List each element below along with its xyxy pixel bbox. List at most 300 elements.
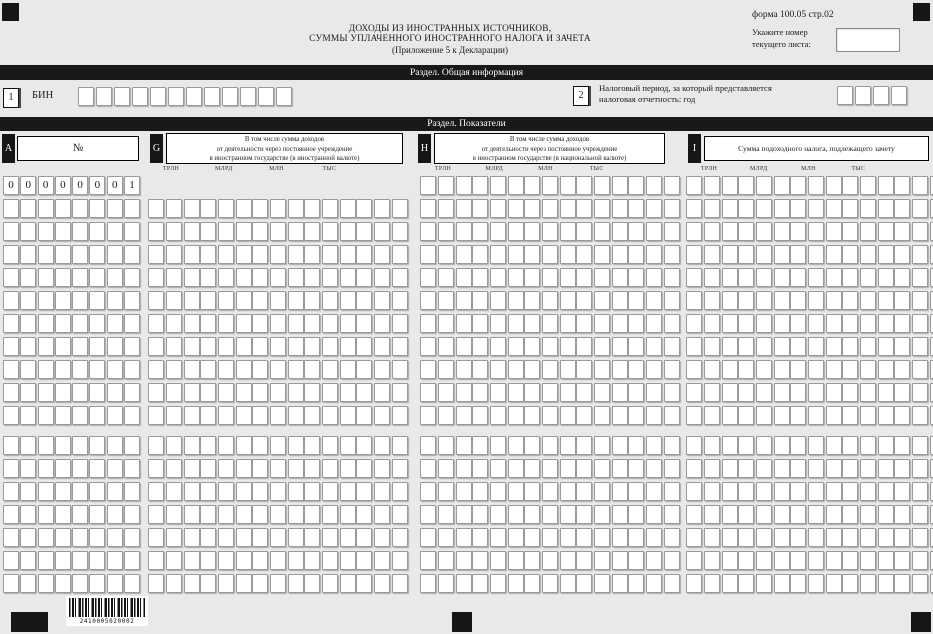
digit-cell[interactable] — [420, 176, 436, 195]
digit-cell[interactable] — [508, 406, 524, 425]
digit-cell[interactable] — [524, 505, 540, 524]
digit-cell[interactable] — [89, 505, 105, 524]
digit-cell[interactable] — [38, 505, 54, 524]
digit-cell[interactable] — [55, 291, 71, 310]
digit-cell[interactable] — [472, 337, 488, 356]
digit-cell[interactable] — [124, 528, 140, 547]
digit-cell[interactable] — [790, 360, 806, 379]
digit-cell[interactable] — [704, 268, 720, 287]
digit-cell[interactable] — [774, 574, 790, 593]
digit-cell[interactable] — [166, 245, 182, 264]
digit-cell[interactable] — [20, 482, 36, 501]
digit-cell[interactable] — [808, 176, 824, 195]
digit-cell[interactable] — [686, 383, 702, 402]
digit-cell[interactable] — [270, 551, 286, 570]
digit-cell[interactable] — [790, 551, 806, 570]
digit-cell[interactable] — [722, 383, 738, 402]
digit-cell[interactable] — [490, 245, 506, 264]
digit-cell[interactable] — [288, 199, 304, 218]
digit-cell[interactable] — [756, 551, 772, 570]
digit-cell[interactable] — [236, 268, 252, 287]
digit-cell[interactable] — [3, 291, 19, 310]
digit-cell[interactable] — [756, 222, 772, 241]
digit-cell[interactable]: 0 — [72, 176, 88, 195]
digit-cell[interactable] — [808, 574, 824, 593]
digit-cell[interactable] — [392, 459, 408, 478]
digit-cell[interactable] — [236, 406, 252, 425]
digit-cell[interactable] — [200, 360, 216, 379]
digit-cell[interactable] — [304, 574, 320, 593]
digit-cell[interactable] — [594, 551, 610, 570]
digit-cell[interactable] — [148, 337, 164, 356]
digit-cell[interactable] — [200, 291, 216, 310]
digit-cell[interactable] — [912, 291, 928, 310]
digit-cell[interactable] — [722, 436, 738, 455]
digit-cell[interactable] — [560, 528, 576, 547]
digit-cell[interactable] — [72, 482, 88, 501]
digit-cell[interactable] — [738, 199, 754, 218]
digit-cell[interactable] — [860, 574, 876, 593]
digit-cell[interactable] — [270, 291, 286, 310]
digit-cell[interactable] — [722, 268, 738, 287]
digit-cell[interactable] — [420, 291, 436, 310]
digit-cell[interactable] — [722, 574, 738, 593]
digit-cell[interactable] — [894, 314, 910, 333]
digit-cell[interactable] — [55, 337, 71, 356]
digit-cell[interactable] — [252, 199, 268, 218]
digit-cell[interactable] — [168, 87, 184, 106]
digit-cell[interactable] — [124, 222, 140, 241]
digit-cell[interactable] — [560, 199, 576, 218]
digit-cell[interactable] — [438, 505, 454, 524]
digit-cell[interactable] — [38, 245, 54, 264]
digit-cell[interactable] — [288, 505, 304, 524]
digit-cell[interactable] — [124, 505, 140, 524]
digit-cell[interactable] — [472, 222, 488, 241]
digit-cell[interactable] — [524, 528, 540, 547]
digit-cell[interactable] — [3, 551, 19, 570]
digit-cell[interactable] — [89, 482, 105, 501]
digit-cell[interactable] — [322, 360, 338, 379]
digit-cell[interactable] — [200, 337, 216, 356]
digit-cell[interactable] — [322, 505, 338, 524]
digit-cell[interactable] — [200, 482, 216, 501]
digit-cell[interactable] — [826, 314, 842, 333]
digit-cell[interactable] — [508, 291, 524, 310]
digit-cell[interactable] — [124, 436, 140, 455]
digit-cell[interactable] — [3, 505, 19, 524]
digit-cell[interactable] — [252, 482, 268, 501]
digit-cell[interactable] — [420, 482, 436, 501]
digit-cell[interactable] — [340, 528, 356, 547]
digit-cell[interactable] — [612, 436, 628, 455]
digit-cell[interactable] — [860, 337, 876, 356]
digit-cell[interactable] — [392, 314, 408, 333]
digit-cell[interactable] — [842, 314, 858, 333]
digit-cell[interactable] — [560, 268, 576, 287]
digit-cell[interactable] — [148, 245, 164, 264]
digit-cell[interactable] — [124, 482, 140, 501]
digit-cell[interactable] — [20, 268, 36, 287]
digit-cell[interactable] — [664, 360, 680, 379]
digit-cell[interactable] — [508, 337, 524, 356]
digit-cell[interactable] — [288, 482, 304, 501]
digit-cell[interactable] — [89, 337, 105, 356]
digit-cell[interactable] — [860, 459, 876, 478]
digit-cell[interactable] — [774, 337, 790, 356]
digit-cell[interactable] — [200, 314, 216, 333]
digit-cell[interactable] — [456, 406, 472, 425]
digit-cell[interactable] — [594, 176, 610, 195]
digit-cell[interactable] — [38, 459, 54, 478]
digit-cell[interactable] — [270, 268, 286, 287]
digit-cell[interactable] — [472, 199, 488, 218]
digit-cell[interactable] — [826, 482, 842, 501]
digit-cell[interactable] — [912, 574, 928, 593]
digit-cell[interactable] — [756, 245, 772, 264]
digit-cell[interactable] — [704, 337, 720, 356]
digit-cell[interactable] — [894, 176, 910, 195]
digit-cell[interactable] — [276, 87, 292, 106]
digit-cell[interactable] — [808, 360, 824, 379]
digit-cell[interactable] — [612, 482, 628, 501]
digit-cell[interactable] — [392, 383, 408, 402]
digit-cell[interactable] — [664, 268, 680, 287]
digit-cell[interactable] — [860, 176, 876, 195]
digit-cell[interactable] — [322, 436, 338, 455]
digit-cell[interactable] — [20, 528, 36, 547]
digit-cell[interactable] — [912, 482, 928, 501]
digit-cell[interactable] — [894, 482, 910, 501]
digit-cell[interactable] — [107, 406, 123, 425]
digit-cell[interactable] — [612, 245, 628, 264]
digit-cell[interactable] — [738, 436, 754, 455]
digit-cell[interactable] — [222, 87, 238, 106]
digit-cell[interactable] — [356, 551, 372, 570]
digit-cell[interactable] — [236, 314, 252, 333]
digit-cell[interactable] — [38, 222, 54, 241]
digit-cell[interactable] — [722, 199, 738, 218]
digit-cell[interactable] — [392, 528, 408, 547]
digit-cell[interactable] — [756, 314, 772, 333]
digit-cell[interactable] — [3, 268, 19, 287]
digit-cell[interactable] — [842, 176, 858, 195]
digit-cell[interactable] — [252, 314, 268, 333]
digit-cell[interactable] — [200, 551, 216, 570]
digit-cell[interactable] — [252, 459, 268, 478]
digit-cell[interactable] — [200, 574, 216, 593]
digit-cell[interactable] — [542, 436, 558, 455]
digit-cell[interactable] — [594, 383, 610, 402]
digit-cell[interactable] — [664, 314, 680, 333]
digit-cell[interactable] — [878, 406, 894, 425]
digit-cell[interactable] — [524, 314, 540, 333]
digit-cell[interactable] — [252, 436, 268, 455]
digit-cell[interactable] — [842, 505, 858, 524]
digit-cell[interactable] — [704, 574, 720, 593]
digit-cell[interactable] — [594, 528, 610, 547]
digit-cell[interactable] — [322, 383, 338, 402]
digit-cell[interactable] — [236, 291, 252, 310]
digit-cell[interactable] — [490, 482, 506, 501]
digit-cell[interactable] — [664, 383, 680, 402]
digit-cell[interactable] — [456, 551, 472, 570]
digit-cell[interactable] — [252, 505, 268, 524]
digit-cell[interactable] — [438, 268, 454, 287]
digit-cell[interactable] — [124, 406, 140, 425]
digit-cell[interactable] — [490, 268, 506, 287]
digit-cell[interactable] — [38, 291, 54, 310]
digit-cell[interactable] — [270, 574, 286, 593]
digit-cell[interactable] — [576, 360, 592, 379]
digit-cell[interactable] — [894, 459, 910, 478]
digit-cell[interactable] — [38, 360, 54, 379]
digit-cell[interactable] — [560, 222, 576, 241]
digit-cell[interactable] — [322, 482, 338, 501]
digit-cell[interactable] — [524, 199, 540, 218]
digit-cell[interactable] — [612, 337, 628, 356]
digit-cell[interactable] — [304, 337, 320, 356]
digit-cell[interactable] — [322, 459, 338, 478]
digit-cell[interactable] — [89, 245, 105, 264]
digit-cell[interactable] — [508, 383, 524, 402]
digit-cell[interactable] — [664, 176, 680, 195]
digit-cell[interactable] — [322, 291, 338, 310]
digit-cell[interactable] — [646, 459, 662, 478]
digit-cell[interactable] — [184, 528, 200, 547]
digit-cell[interactable] — [722, 337, 738, 356]
digit-cell[interactable] — [704, 314, 720, 333]
digit-cell[interactable] — [148, 383, 164, 402]
digit-cell[interactable] — [148, 528, 164, 547]
digit-cell[interactable] — [340, 291, 356, 310]
digit-cell[interactable] — [288, 383, 304, 402]
digit-cell[interactable] — [236, 383, 252, 402]
digit-cell[interactable] — [107, 459, 123, 478]
digit-cell[interactable] — [124, 574, 140, 593]
digit-cell[interactable] — [542, 551, 558, 570]
digit-cell[interactable] — [438, 482, 454, 501]
digit-cell[interactable] — [704, 291, 720, 310]
digit-cell[interactable] — [842, 383, 858, 402]
digit-cell[interactable] — [508, 574, 524, 593]
digit-cell[interactable] — [894, 551, 910, 570]
digit-cell[interactable] — [304, 551, 320, 570]
digit-cell[interactable] — [420, 360, 436, 379]
digit-cell[interactable] — [722, 459, 738, 478]
digit-cell[interactable] — [808, 383, 824, 402]
digit-cell[interactable] — [790, 222, 806, 241]
digit-cell[interactable] — [38, 574, 54, 593]
digit-cell[interactable] — [148, 505, 164, 524]
digit-cell[interactable] — [756, 199, 772, 218]
digit-cell[interactable] — [686, 268, 702, 287]
digit-cell[interactable] — [560, 551, 576, 570]
digit-cell[interactable] — [456, 291, 472, 310]
digit-cell[interactable] — [542, 574, 558, 593]
digit-cell[interactable] — [184, 436, 200, 455]
digit-cell[interactable] — [912, 314, 928, 333]
digit-cell[interactable] — [148, 406, 164, 425]
digit-cell[interactable] — [340, 505, 356, 524]
digit-cell[interactable] — [304, 482, 320, 501]
digit-cell[interactable] — [878, 176, 894, 195]
digit-cell[interactable] — [612, 222, 628, 241]
digit-cell[interactable] — [912, 406, 928, 425]
digit-cell[interactable] — [438, 245, 454, 264]
digit-cell[interactable] — [392, 199, 408, 218]
digit-cell[interactable] — [356, 245, 372, 264]
digit-cell[interactable] — [420, 436, 436, 455]
digit-cell[interactable] — [628, 383, 644, 402]
digit-cell[interactable] — [774, 505, 790, 524]
digit-cell[interactable] — [132, 87, 148, 106]
digit-cell[interactable] — [894, 505, 910, 524]
digit-cell[interactable] — [304, 406, 320, 425]
digit-cell[interactable] — [218, 482, 234, 501]
digit-cell[interactable] — [356, 459, 372, 478]
digit-cell[interactable] — [542, 222, 558, 241]
digit-cell[interactable] — [686, 459, 702, 478]
digit-cell[interactable] — [288, 551, 304, 570]
digit-cell[interactable] — [236, 574, 252, 593]
digit-cell[interactable] — [686, 291, 702, 310]
digit-cell[interactable] — [686, 482, 702, 501]
digit-cell[interactable] — [236, 436, 252, 455]
digit-cell[interactable] — [72, 245, 88, 264]
digit-cell[interactable] — [774, 314, 790, 333]
digit-cell[interactable] — [184, 459, 200, 478]
digit-cell[interactable] — [826, 528, 842, 547]
current-sheet-number-input[interactable] — [836, 28, 900, 52]
digit-cell[interactable] — [560, 360, 576, 379]
digit-cell[interactable] — [628, 436, 644, 455]
digit-cell[interactable] — [738, 291, 754, 310]
digit-cell[interactable] — [912, 551, 928, 570]
digit-cell[interactable] — [790, 337, 806, 356]
digit-cell[interactable] — [20, 383, 36, 402]
digit-cell[interactable] — [612, 314, 628, 333]
digit-cell[interactable] — [322, 222, 338, 241]
digit-cell[interactable] — [912, 176, 928, 195]
digit-cell[interactable] — [576, 528, 592, 547]
digit-cell[interactable]: 0 — [38, 176, 54, 195]
digit-cell[interactable] — [107, 360, 123, 379]
digit-cell[interactable] — [288, 245, 304, 264]
digit-cell[interactable] — [184, 222, 200, 241]
digit-cell[interactable] — [664, 551, 680, 570]
digit-cell[interactable] — [891, 86, 907, 105]
digit-cell[interactable] — [420, 245, 436, 264]
digit-cell[interactable] — [594, 482, 610, 501]
digit-cell[interactable] — [664, 291, 680, 310]
digit-cell[interactable] — [722, 314, 738, 333]
digit-cell[interactable] — [646, 528, 662, 547]
digit-cell[interactable] — [55, 436, 71, 455]
digit-cell[interactable] — [456, 268, 472, 287]
digit-cell[interactable] — [790, 505, 806, 524]
digit-cell[interactable] — [392, 337, 408, 356]
digit-cell[interactable] — [270, 482, 286, 501]
digit-cell[interactable] — [304, 436, 320, 455]
digit-cell[interactable] — [756, 436, 772, 455]
digit-cell[interactable] — [756, 268, 772, 287]
digit-cell[interactable] — [756, 505, 772, 524]
digit-cell[interactable] — [148, 482, 164, 501]
digit-cell[interactable] — [612, 551, 628, 570]
digit-cell[interactable] — [826, 360, 842, 379]
digit-cell[interactable] — [288, 314, 304, 333]
digit-cell[interactable] — [646, 314, 662, 333]
digit-cell[interactable] — [912, 436, 928, 455]
digit-cell[interactable] — [826, 505, 842, 524]
digit-cell[interactable] — [38, 268, 54, 287]
digit-cell[interactable] — [148, 436, 164, 455]
digit-cell[interactable] — [594, 574, 610, 593]
digit-cell[interactable] — [322, 337, 338, 356]
digit-cell[interactable] — [472, 314, 488, 333]
digit-cell[interactable] — [628, 482, 644, 501]
digit-cell[interactable] — [374, 268, 390, 287]
digit-cell[interactable] — [594, 268, 610, 287]
digit-cell[interactable] — [612, 291, 628, 310]
digit-cell[interactable]: 0 — [20, 176, 36, 195]
digit-cell[interactable] — [686, 245, 702, 264]
digit-cell[interactable] — [646, 360, 662, 379]
digit-cell[interactable] — [38, 482, 54, 501]
digit-cell[interactable] — [200, 436, 216, 455]
digit-cell[interactable] — [808, 268, 824, 287]
digit-cell[interactable] — [878, 314, 894, 333]
digit-cell[interactable] — [894, 360, 910, 379]
digit-cell[interactable] — [738, 406, 754, 425]
digit-cell[interactable] — [304, 222, 320, 241]
digit-cell[interactable] — [3, 528, 19, 547]
digit-cell[interactable] — [340, 199, 356, 218]
digit-cell[interactable] — [20, 459, 36, 478]
digit-cell[interactable] — [20, 406, 36, 425]
digit-cell[interactable] — [594, 459, 610, 478]
digit-cell[interactable] — [808, 291, 824, 310]
digit-cell[interactable] — [628, 360, 644, 379]
digit-cell[interactable] — [392, 406, 408, 425]
digit-cell[interactable] — [842, 406, 858, 425]
digit-cell[interactable] — [420, 314, 436, 333]
digit-cell[interactable] — [270, 528, 286, 547]
digit-cell[interactable] — [826, 222, 842, 241]
digit-cell[interactable] — [236, 551, 252, 570]
digit-cell[interactable] — [912, 268, 928, 287]
digit-cell[interactable] — [304, 383, 320, 402]
digit-cell[interactable] — [628, 459, 644, 478]
digit-cell[interactable] — [270, 245, 286, 264]
digit-cell[interactable] — [912, 360, 928, 379]
digit-cell[interactable] — [704, 360, 720, 379]
digit-cell[interactable] — [912, 459, 928, 478]
digit-cell[interactable] — [490, 360, 506, 379]
digit-cell[interactable] — [374, 406, 390, 425]
digit-cell[interactable] — [686, 505, 702, 524]
digit-cell[interactable] — [774, 528, 790, 547]
digit-cell[interactable] — [3, 314, 19, 333]
digit-cell[interactable] — [270, 360, 286, 379]
digit-cell[interactable] — [472, 551, 488, 570]
digit-cell[interactable] — [288, 528, 304, 547]
digit-cell[interactable] — [288, 406, 304, 425]
digit-cell[interactable] — [704, 482, 720, 501]
digit-cell[interactable] — [340, 360, 356, 379]
digit-cell[interactable] — [252, 245, 268, 264]
